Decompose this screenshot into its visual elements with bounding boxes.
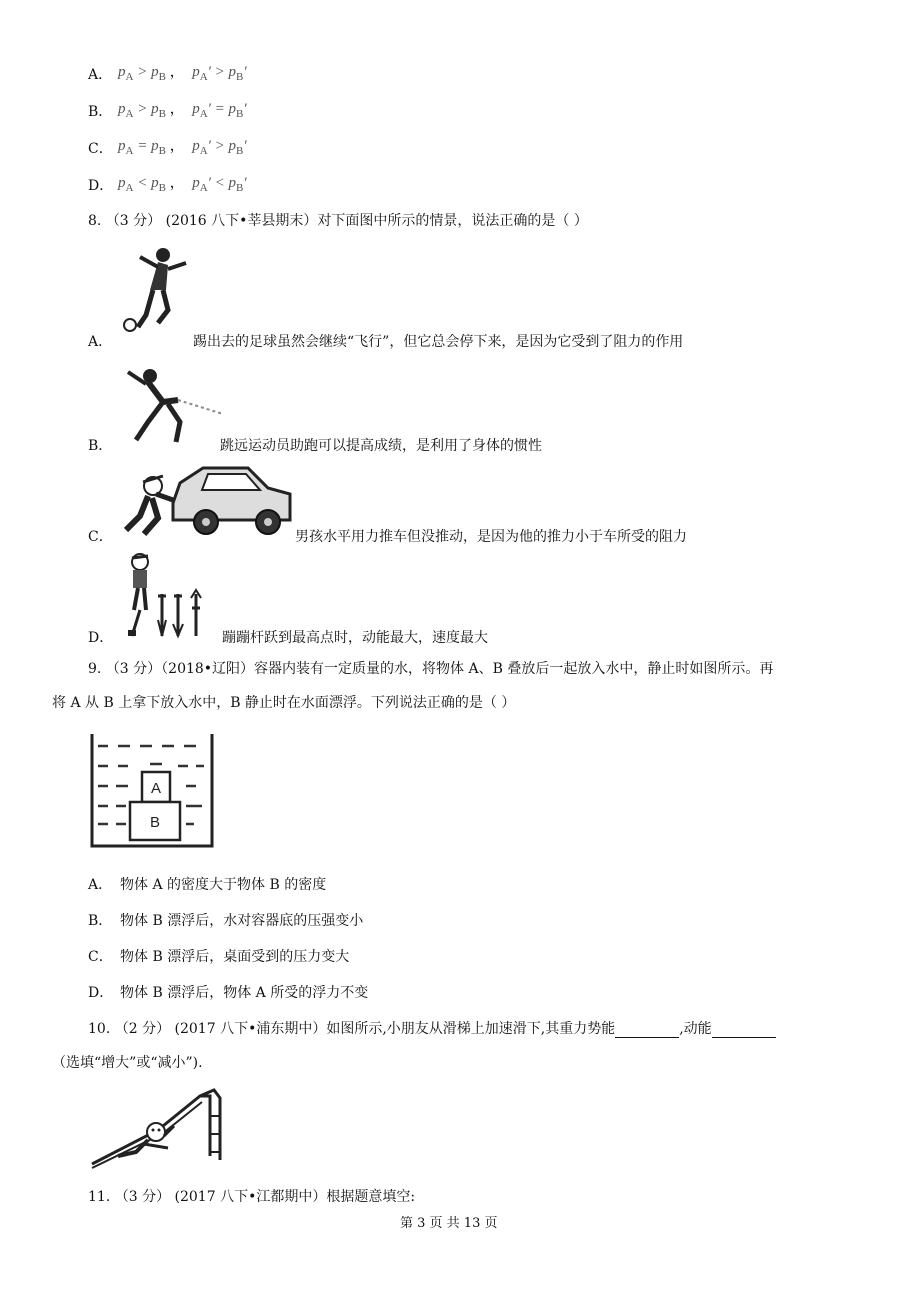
option-label: B． bbox=[88, 104, 113, 120]
q9-stem-line2: 将 A 从 B 上拿下放入水中，B 静止时在水面漂浮。下列说法正确的是（ ） bbox=[52, 695, 516, 711]
q9-stem-line1: 9. （3 分）（2018•辽阳）容器内装有一定质量的水，将物体 A、B 叠放后一起放入水中，静止时如图所示。再 bbox=[88, 661, 774, 677]
q11-stem: 11. （3 分） (2017 八下•江都期中）根据题意填空: bbox=[88, 1189, 416, 1205]
q10-stem-line2: （选填“增大”或“减小”). bbox=[52, 1055, 203, 1071]
boy-pushing-car-figure bbox=[118, 458, 294, 540]
q7-option-c-formula: $p_A = p_B$ ， $p_A' > p_B'$ bbox=[118, 138, 247, 157]
q9-option-a-text: 物体 A 的密度大于物体 B 的密度 bbox=[120, 877, 327, 893]
q8-option-b-text: 跳远运动员助跑可以提高成绩，是利用了身体的惯性 bbox=[220, 438, 542, 454]
q7-option-c bbox=[88, 138, 113, 158]
pogo-stick-figure bbox=[118, 550, 214, 640]
slide-figure bbox=[88, 1086, 224, 1170]
q8-option-c-text: 男孩水平用力推车但没推动，是因为他的推力小于车所受的阻力 bbox=[295, 529, 687, 545]
q7-option-a bbox=[88, 64, 112, 84]
q10-stem-part2: ,动能 bbox=[679, 1021, 712, 1037]
q8-option-d-text: 蹦蹦杆跃到最高点时，动能最大，速度最大 bbox=[222, 630, 488, 646]
q8-option-a-text: 踢出去的足球虽然会继续“飞行”，但它总会停下来，是因为它受到了阻力的作用 bbox=[193, 334, 684, 350]
q8-option-b-label: B． bbox=[88, 438, 113, 454]
q9-option-c-label: C． bbox=[88, 949, 113, 965]
q9-option-d-label: D． bbox=[88, 985, 114, 1001]
q10-stem bbox=[88, 1018, 776, 1038]
q7-option-a-formula: $p_A > p_B$ ， $p_A' > p_B'$ bbox=[118, 64, 247, 83]
block-b-label: B bbox=[149, 814, 161, 831]
q8-option-a-label: A． bbox=[88, 334, 113, 350]
q7-option-d-formula: $p_A < p_B$ ， $p_A' < p_B'$ bbox=[118, 175, 247, 194]
q7-option-d bbox=[88, 175, 113, 195]
q9-option-b-text: 物体 B 漂浮后，水对容器底的压强变小 bbox=[120, 913, 364, 929]
q8-option-d-label: D． bbox=[88, 630, 114, 646]
container-water-figure bbox=[86, 730, 220, 850]
answer-blank-1[interactable] bbox=[615, 1023, 679, 1038]
page-footer: 第 3 页 共 13 页 bbox=[400, 1216, 498, 1231]
q9-option-a-label: A． bbox=[88, 877, 113, 893]
soccer-player-figure bbox=[118, 245, 193, 337]
q9-option-d-text: 物体 B 漂浮后，物体 A 所受的浮力不变 bbox=[120, 985, 369, 1001]
q7-option-b-formula: $p_A > p_B$ ， $p_A' = p_B'$ bbox=[118, 101, 247, 120]
option-label: A． bbox=[88, 67, 113, 83]
long-jumper-figure bbox=[118, 362, 228, 446]
q7-option-b bbox=[88, 101, 112, 121]
answer-blank-2[interactable] bbox=[712, 1023, 776, 1038]
q8-stem: 8. （3 分） (2016 八下•莘县期末）对下面图中所示的情景，说法正确的是（ ） bbox=[88, 213, 588, 229]
option-label: C． bbox=[88, 141, 113, 157]
block-a-label: A bbox=[150, 780, 162, 797]
q9-option-c-text: 物体 B 漂浮后，桌面受到的压力变大 bbox=[120, 949, 350, 965]
option-label: D． bbox=[88, 178, 114, 194]
q10-stem-part1: 10. （2 分） (2017 八下•浦东期中）如图所示,小朋友从滑梯上加速滑下,其重力势能 bbox=[88, 1021, 616, 1037]
q8-option-c-label: C． bbox=[88, 529, 113, 545]
q9-option-b-label: B． bbox=[88, 913, 113, 929]
